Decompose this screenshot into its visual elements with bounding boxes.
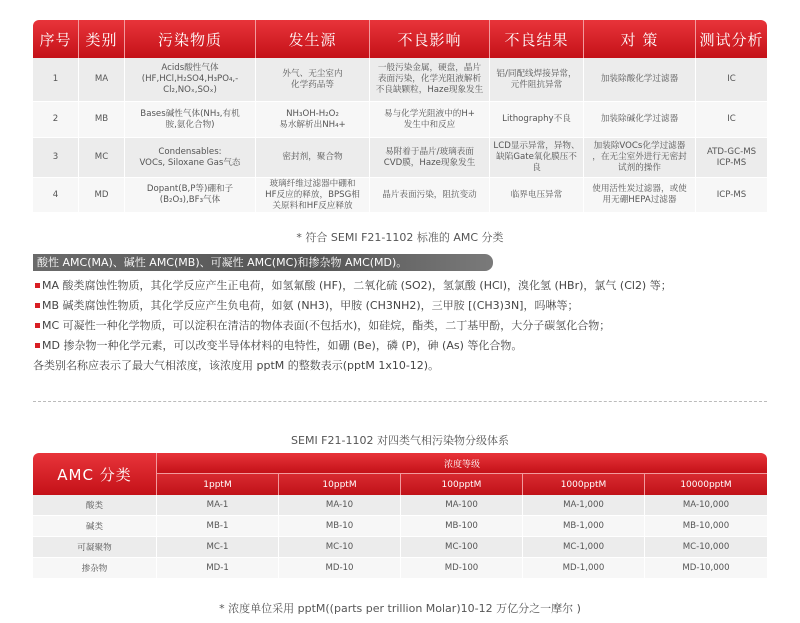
cell-impact: 晶片表面污染，阻抗变动 [370, 178, 490, 213]
cell-no: 2 [33, 102, 79, 138]
table-row [33, 558, 767, 579]
cell-analysis: IC [696, 58, 767, 102]
cell-source: 外气、无尘室内 化学药品等 [256, 58, 370, 102]
cell-impact: 易与化学光阻液中的H+ 发生中和反应 [370, 102, 490, 138]
header-result: 不良结果 [490, 20, 584, 58]
list-item [33, 316, 773, 336]
cell-class-name: 掺杂物 [33, 558, 157, 579]
cell-no: 1 [33, 58, 79, 102]
header-amc-class: AMC 分类 [33, 453, 157, 495]
header-source: 发生源 [256, 20, 370, 58]
cell-class-name: 可凝聚物 [33, 537, 157, 558]
cell-level: MA-1,000 [523, 495, 645, 516]
amc-definitions-list [33, 276, 773, 376]
cell-result: 临界电压异常 [490, 178, 584, 213]
bullet-text: MC 可凝性一种化学物质，可以淀积在清洁的物体表面(不包括水)，如硅烷，酯类，二丁基甲酚，大分子碳氢化合物； [42, 319, 611, 332]
cell-analysis: IC [696, 102, 767, 138]
table-row [33, 516, 767, 537]
table-row [33, 58, 767, 102]
table-header-row [33, 453, 767, 474]
amc-contaminant-table [33, 20, 767, 213]
cell-level: MA-100 [401, 495, 523, 516]
amc-level-table [33, 453, 767, 579]
cell-class: MB [79, 102, 125, 138]
header-class: 类别 [79, 20, 125, 58]
bullet-square-icon [35, 343, 40, 348]
section-divider [33, 401, 767, 402]
header-level: 10000pptM [645, 474, 767, 495]
cell-level: MA-10,000 [645, 495, 767, 516]
cell-source: NH₃OH-H₂O₂ 易水解析出NH₄+ [256, 102, 370, 138]
list-item [33, 336, 773, 356]
header-level: 1000pptM [523, 474, 645, 495]
tail-text: 各类别名称应表示了最大气相浓度，该浓度用 pptM 的整数表示(pptM 1x10-12)。 [33, 359, 440, 372]
cell-source: 密封剂，聚合物 [256, 138, 370, 178]
cell-class: MD [79, 178, 125, 213]
cell-level: MC-10 [279, 537, 401, 558]
cell-measure: 使用活性炭过滤器，或使 用无硼HEPA过滤器 [584, 178, 696, 213]
bullet-square-icon [35, 323, 40, 328]
cell-level: MD-100 [401, 558, 523, 579]
header-no: 序号 [33, 20, 79, 58]
cell-substance: Dopant(B,P等)硼和子 (B₂O₃),BF₃气体 [125, 178, 256, 213]
cell-impact: 一般污染金属，硬盘，晶片 表面污染，化学光阻液解析 不良缺颗粒，Haze现象发生 [370, 58, 490, 102]
bullet-text: MA 酸类腐蚀性物质，其化学反应产生正电荷，如氢氟酸 (HF)，二氧化硫 (SO2)，氢氯酸 (HCl)，溴化氢 (HBr)，氯气 (Cl2) 等； [42, 279, 672, 292]
cell-result: 铝/同配线焊接异常， 元件阻抗异常 [490, 58, 584, 102]
table1-footnote: * 符合 SEMI F21-1102 标准的 AMC 分类 [296, 231, 504, 244]
section-heading-bar: 酸性 AMC(MA)、碱性 AMC(MB)、可凝性 AMC(MC)和掺杂物 AMC(MD)。 [33, 254, 493, 271]
list-item [33, 276, 773, 296]
cell-level: MC-1 [157, 537, 279, 558]
cell-level: MA-1 [157, 495, 279, 516]
cell-class: MA [79, 58, 125, 102]
cell-level: MD-10 [279, 558, 401, 579]
cell-level: MB-10,000 [645, 516, 767, 537]
cell-measure: 加装除VOCs化学过滤器 ，在无尘室外进行无密封 试剂的操作 [584, 138, 696, 178]
header-concentration-level: 浓度等级 [157, 453, 767, 474]
cell-no: 3 [33, 138, 79, 178]
cell-level: MD-1 [157, 558, 279, 579]
cell-level: MD-1,000 [523, 558, 645, 579]
cell-class-name: 碱类 [33, 516, 157, 537]
cell-substance: Acids酸性气体 (HF,HCl,H₂SO4,H₃PO₄,- Cl₂,NOₓ,SOₓ) [125, 58, 256, 102]
cell-level: MB-10 [279, 516, 401, 537]
cell-measure: 加装除碱化学过滤器 [584, 102, 696, 138]
header-measure: 对 策 [584, 20, 696, 58]
header-substance: 污染物质 [125, 20, 256, 58]
cell-level: MC-10,000 [645, 537, 767, 558]
cell-source: 玻璃纤维过滤器中硼和 HF反应的释放，BPSG相 关原料和HF反应释放 [256, 178, 370, 213]
table2-footnote: * 浓度单位采用 pptM((parts per trillion Molar)10-12 万亿分之一摩尔 ) [219, 602, 581, 615]
table-row [33, 537, 767, 558]
cell-measure: 加装除酸化学过滤器 [584, 58, 696, 102]
cell-result: LCD显示异常，异物、 缺陷Gate氧化膜压不良 [490, 138, 584, 178]
table2-title: SEMI F21-1102 对四类气相污染物分级体系 [291, 434, 509, 447]
table-row [33, 138, 767, 178]
cell-analysis: ICP-MS [696, 178, 767, 213]
table-row [33, 495, 767, 516]
table-row [33, 102, 767, 138]
header-analysis: 测试分析 [696, 20, 767, 58]
cell-class: MC [79, 138, 125, 178]
bullet-text: MD 掺杂物一种化学元素，可以改变半导体材料的电特性，如硼 (Be)，磷 (P)，砷 (As) 等化合物。 [42, 339, 523, 352]
header-level: 10pptM [279, 474, 401, 495]
table-row [33, 178, 767, 213]
list-item [33, 296, 773, 316]
bullet-text: MB 碱类腐蚀性物质，其化学反应产生负电荷，如氨 (NH3)，甲胺 (CH3NH2)，三甲胺 [(CH3)3N]，吗啉等； [42, 299, 579, 312]
cell-substance: Bases碱性气体(NH₃,有机 胺,氨化合物) [125, 102, 256, 138]
bullet-square-icon [35, 303, 40, 308]
cell-level: MA-10 [279, 495, 401, 516]
cell-level: MC-100 [401, 537, 523, 558]
cell-level: MB-1,000 [523, 516, 645, 537]
cell-substance: Condensables: VOCs, Siloxane Gas气态 [125, 138, 256, 178]
cell-result: Lithography不良 [490, 102, 584, 138]
cell-impact: 易附着于晶片/玻璃表面 CVD膜，Haze现象发生 [370, 138, 490, 178]
cell-level: MB-100 [401, 516, 523, 537]
cell-level: MB-1 [157, 516, 279, 537]
header-level: 100pptM [401, 474, 523, 495]
header-impact: 不良影响 [370, 20, 490, 58]
header-level: 1pptM [157, 474, 279, 495]
cell-analysis: ATD-GC-MS ICP-MS [696, 138, 767, 178]
cell-level: MC-1,000 [523, 537, 645, 558]
bullet-square-icon [35, 283, 40, 288]
cell-class-name: 酸类 [33, 495, 157, 516]
cell-no: 4 [33, 178, 79, 213]
cell-level: MD-10,000 [645, 558, 767, 579]
table-header-row [33, 20, 767, 58]
